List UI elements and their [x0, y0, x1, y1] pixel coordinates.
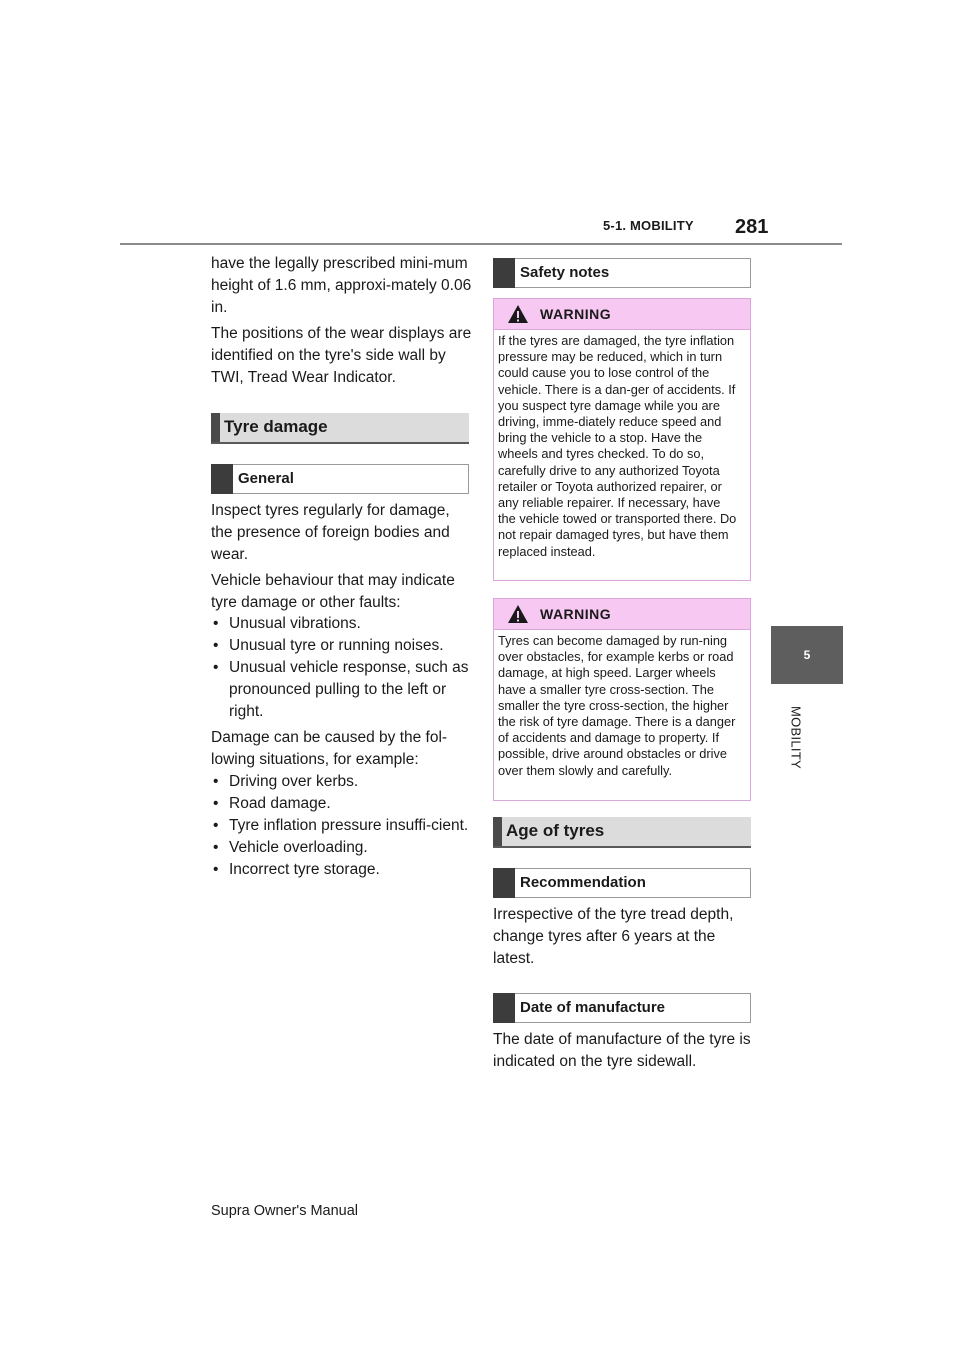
- list-item: • Driving over kerbs.: [211, 771, 473, 793]
- recommendation-subheading: [493, 868, 751, 898]
- manual-title: Supra Owner's Manual: [211, 1203, 359, 1219]
- subheading-bar: [211, 464, 233, 494]
- chapter-label: MOBILITY: [788, 705, 804, 770]
- safety-notes-subheading-text: Safety notes: [520, 264, 610, 281]
- warning-header: [494, 299, 750, 330]
- recommendation-subheading-text: Recommendation: [520, 874, 646, 891]
- list-item: • Vehicle overloading.: [211, 837, 473, 859]
- warning-header: [494, 599, 750, 630]
- warning-label: WARNING: [540, 306, 612, 322]
- age-of-tyres-heading: [493, 817, 751, 848]
- general-subheading: [211, 464, 469, 494]
- age-of-tyres-heading-text: Age of tyres: [506, 821, 605, 840]
- causes-intro: Damage can be caused by the fol-lowing situations, for example:: [211, 729, 448, 768]
- list-item: • Unusual tyre or running noises.: [211, 635, 473, 657]
- behaviour-intro: Vehicle behaviour that may indicate tyre damage or other faults:: [211, 572, 455, 611]
- warning-text: If the tyres are damaged, the tyre inflation pressure may be reduced, which in turn could cause you to lose control of the vehicle. There is a dan-ger of accidents. If you suspect tyre damage while you are driving, imme-diately reduce speed and bring the vehicle to a stop. Have the wheels and tyres checked. To do so, carefully drive to any authorized Toyota retailer or Toyota authorized repairer, or any reliable repairer. If necessary, have the vehicle towed or transported there. Do not repair damaged tyres, but have them replaced instead.: [498, 333, 737, 559]
- header-divider: [120, 243, 842, 245]
- date-of-manufacture-subheading-text: Date of manufacture: [520, 999, 666, 1016]
- list-item: • Unusual vibrations.: [211, 613, 473, 635]
- section-title: 5-1. MOBILITY: [603, 218, 694, 233]
- intro-paragraph-2: The positions of the wear displays are identified on the tyre's side wall by TWI, Tread Wear Indicator.: [211, 325, 472, 386]
- causes-list: [211, 771, 473, 881]
- general-subheading-text: General: [238, 470, 294, 487]
- recommendation-paragraph: Irrespective of the tyre tread depth, change tyres after 6 years at the latest.: [493, 906, 734, 967]
- safety-notes-subheading: [493, 258, 751, 288]
- warning-box-2: [493, 598, 751, 801]
- list-item: • Road damage.: [211, 793, 473, 815]
- list-item: • Tyre inflation pressure insuffi-cient.: [211, 815, 473, 837]
- warning-text: Tyres can become damaged by run-ning over obstacles, for example kerbs or road damage, at high speed. Larger wheels have a smaller tyre cross-section. The smaller the tyre cross-section, the higher the risk of tyre damage. There is a danger of accidents and damage to property. If possible, drive around obstacles or drive over them slowly and carefully.: [498, 633, 736, 778]
- subheading-bar: [493, 993, 515, 1023]
- date-of-manufacture-subheading: [493, 993, 751, 1023]
- tyre-damage-heading-text: Tyre damage: [224, 417, 328, 436]
- subheading-bar: [493, 868, 515, 898]
- warning-triangle-icon: [507, 604, 529, 624]
- warning-label: WARNING: [540, 606, 612, 622]
- intro-paragraph-1: have the legally prescribed mini-mum height of 1.6 mm, approxi-mately 0.06 in.: [211, 255, 472, 316]
- chapter-number: 5: [803, 648, 811, 662]
- list-item: • Incorrect tyre storage.: [211, 859, 473, 881]
- subheading-bar: [493, 258, 515, 288]
- inspect-paragraph: Inspect tyres regularly for damage, the presence of foreign bodies and wear.: [211, 502, 450, 563]
- page-number: 281: [735, 216, 769, 238]
- warning-box-1: [493, 298, 751, 581]
- list-item: • Unusual vehicle response, such as pronounced pulling to the left or right.: [211, 657, 473, 723]
- warning-triangle-icon: [507, 304, 529, 324]
- chapter-tab[interactable]: [771, 626, 843, 684]
- heading-bar: [493, 817, 502, 846]
- date-paragraph: The date of manufacture of the tyre is indicated on the tyre sidewall.: [493, 1031, 751, 1070]
- heading-bar: [211, 413, 220, 442]
- tyre-damage-heading: [211, 413, 469, 444]
- behaviour-list: [211, 613, 473, 723]
